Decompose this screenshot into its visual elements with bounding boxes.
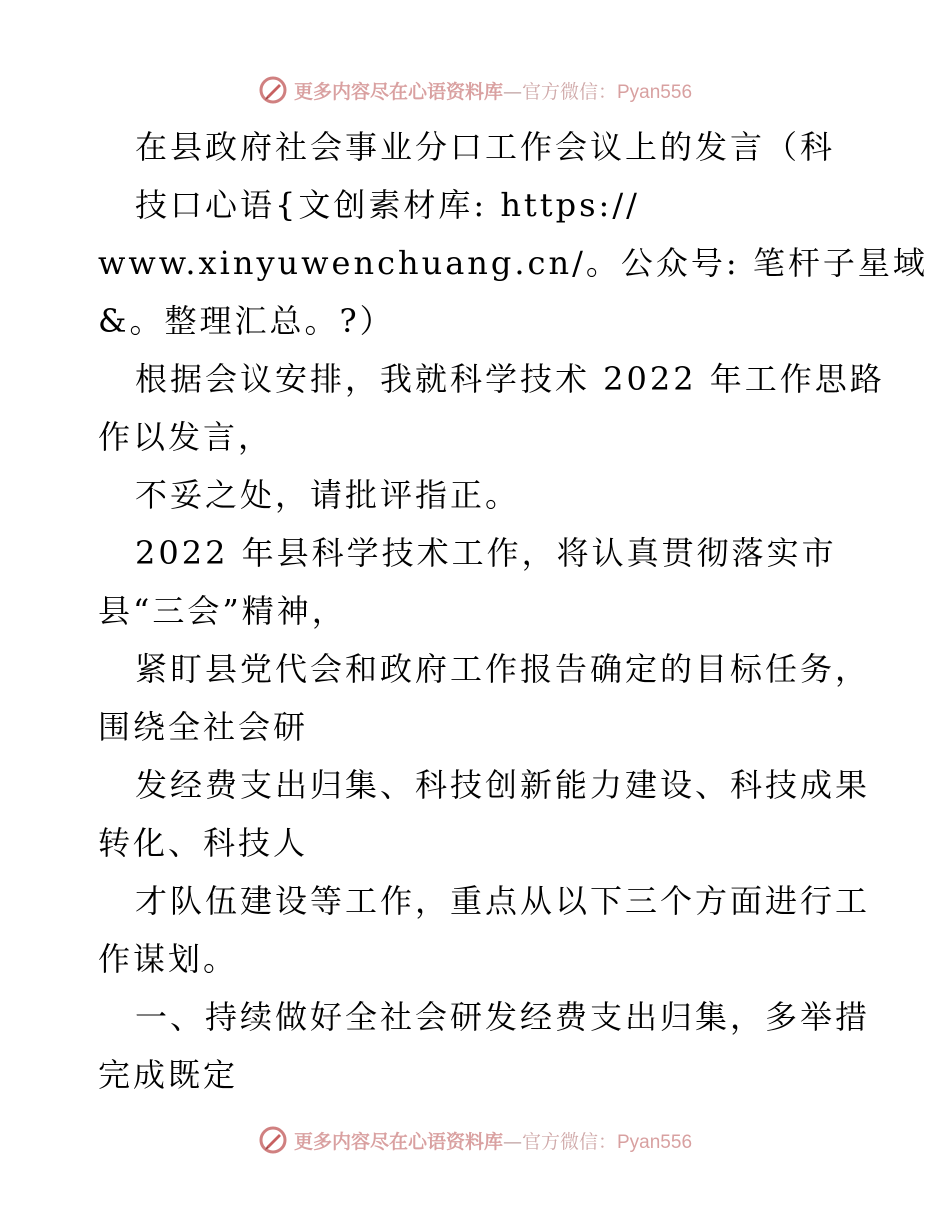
text-line: 完成既定	[98, 1056, 239, 1094]
document-body	[98, 118, 928, 1104]
text-line: 围绕全社会研	[98, 708, 309, 746]
header-banner	[0, 70, 950, 110]
banner-text: 更多内容尽在心语资料库—官方微信：Pyan556	[293, 1130, 693, 1153]
text-line: 2022 年县科学技术工作，将认真贯彻落实市	[135, 534, 837, 572]
text-line: www.xinyuwenchuang.cn/。公众号: 笔杆子星域	[98, 244, 928, 282]
text-line: 根据会议安排，我就科学技术 2022 年工作思路	[135, 360, 885, 398]
text-line: 发经费支出归集、科技创新能力建设、科技成果	[135, 766, 871, 804]
pen-logo-icon	[258, 1125, 288, 1155]
text-line: 转化、科技人	[98, 824, 309, 862]
text-line: 紧盯县党代会和政府工作报告确定的目标任务，	[135, 650, 871, 688]
text-line: 作以发言，	[98, 418, 274, 456]
text-line: 技口心语{文创素材库: https://	[135, 186, 640, 224]
text-line: 作谋划。	[98, 940, 239, 978]
text-line: 一、持续做好全社会研发经费支出归集，多举措	[135, 998, 871, 1036]
text-line: 才队伍建设等工作，重点从以下三个方面进行工	[135, 882, 871, 920]
text-line: 在县政府社会事业分口工作会议上的发言（科	[135, 128, 836, 166]
text-line: 县“三会”精神，	[98, 592, 347, 630]
text-line: 不妥之处，请批评指正。	[135, 476, 521, 514]
banner-text: 更多内容尽在心语资料库—官方微信：Pyan556	[293, 80, 693, 103]
pen-logo-icon	[258, 75, 288, 105]
footer-banner	[0, 1120, 950, 1160]
text-line: &。整理汇总。?）	[98, 302, 395, 340]
